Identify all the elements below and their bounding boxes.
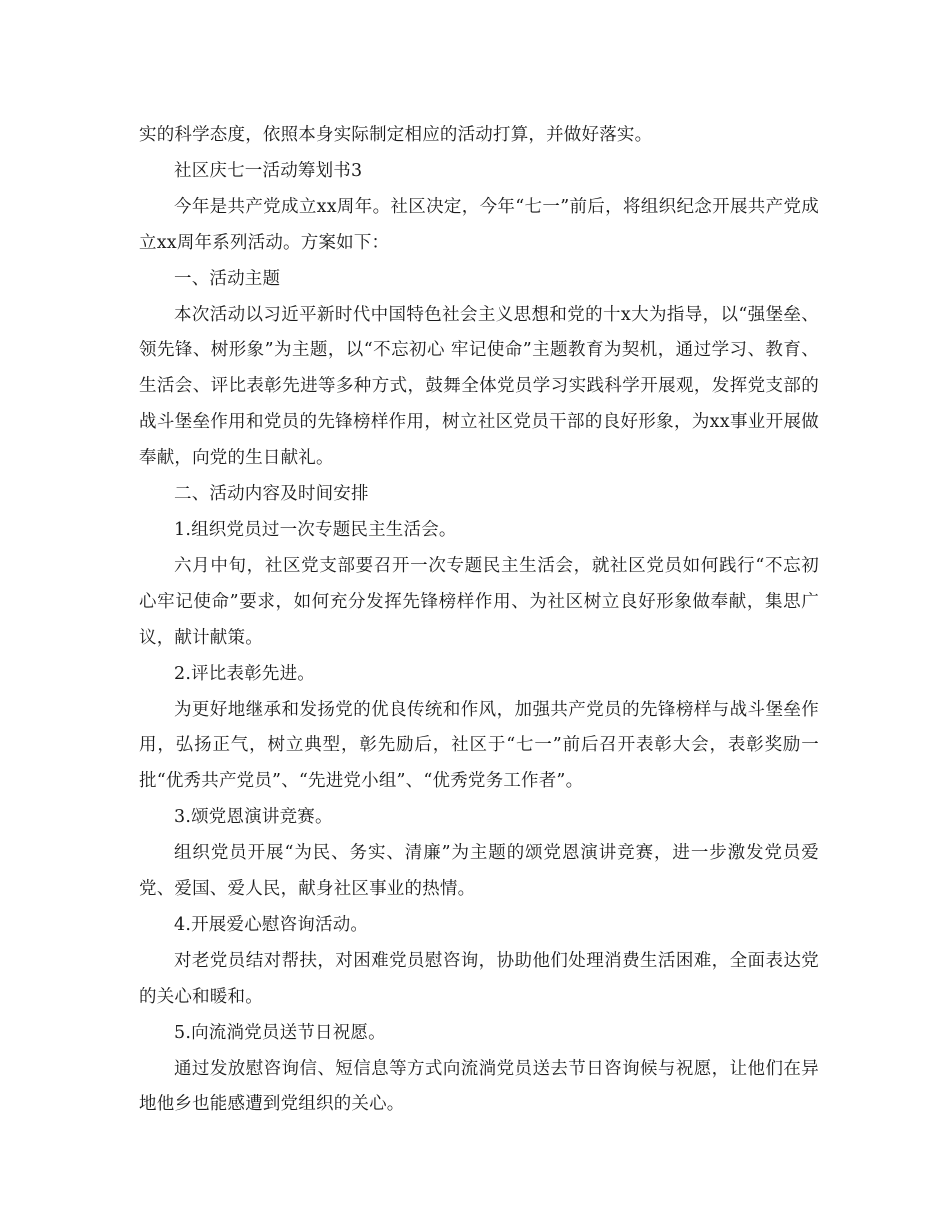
heading-activity-content: 二、活动内容及时间安排 bbox=[174, 484, 369, 505]
item-3-body: 组织党员开展“为民、务实、清廉”为主题的颂党恩演讲竞赛，进一步激发党员爱党、爱国、爱人民，献身社区事业的热情。 bbox=[139, 843, 819, 900]
item-2-heading: 2.评比表彰先进。 bbox=[174, 663, 315, 684]
document-body bbox=[139, 118, 819, 1123]
paragraph-intro: 今年是共产党成立xx周年。社区决定，今年“七一”前后，将组织纪念开展共产党成立xx周年系列活动。方案如下： bbox=[139, 196, 819, 253]
item-1-body: 六月中旬，社区党支部要召开一次专题民主生活会，就社区党员如何践行“不忘初心牢记使命”要求，如何充分发挥先锋榜样作用、为社区树立良好形象做奉献，集思广议，献计献策。 bbox=[139, 555, 819, 648]
section-heading-plan-3: 社区庆七一活动筹划书3 bbox=[174, 160, 363, 181]
item-4-body: 对老党员结对帮扶，对困难党员慰咨询，协助他们处理消费生活困难，全面表达党的关心和暖和。 bbox=[139, 950, 819, 1007]
item-1-heading: 1.组织党员过一次专题民主生活会。 bbox=[174, 519, 457, 540]
paragraph-theme-body: 本次活动以习近平新时代中国特色社会主义思想和党的十x大为指导，以“强堡垒、领先锋、树形象”为主题，以“不忘初心 牢记使命”主题教育为契机，通过学习、教育、生活会、评比表彰先进等多种方式，鼓舞全体党员学习实践科学开展观，发挥党支部的战斗堡垒作用和党员的先锋榜样作用，树立社区党员干部的良好形象，为xx事业开展做奉献，向党的生日献礼。 bbox=[139, 304, 819, 469]
heading-activity-theme: 一、活动主题 bbox=[174, 268, 281, 289]
paragraph-continuation: 实的科学态度，依照本身实际制定相应的活动打算，并做好落实。 bbox=[139, 125, 653, 145]
item-5-body: 通过发放慰咨询信、短信息等方式向流淌党员送去节日咨询候与祝愿，让他们在异地他乡也能感遭到党组织的关心。 bbox=[139, 1058, 819, 1115]
item-3-heading: 3.颂党恩演讲竞赛。 bbox=[174, 807, 333, 828]
item-2-body: 为更好地继承和发扬党的优良传统和作风，加强共产党员的先锋榜样与战斗堡垒作用，弘扬正气，树立典型，彰先励后，社区于“七一”前后召开表彰大会，表彰奖励一批“优秀共产党员”、“先进党小组”、“优秀党务工作者”。 bbox=[139, 699, 819, 792]
item-4-heading: 4.开展爱心慰咨询活动。 bbox=[174, 914, 369, 935]
item-5-heading: 5.向流淌党员送节日祝愿。 bbox=[174, 1022, 386, 1043]
